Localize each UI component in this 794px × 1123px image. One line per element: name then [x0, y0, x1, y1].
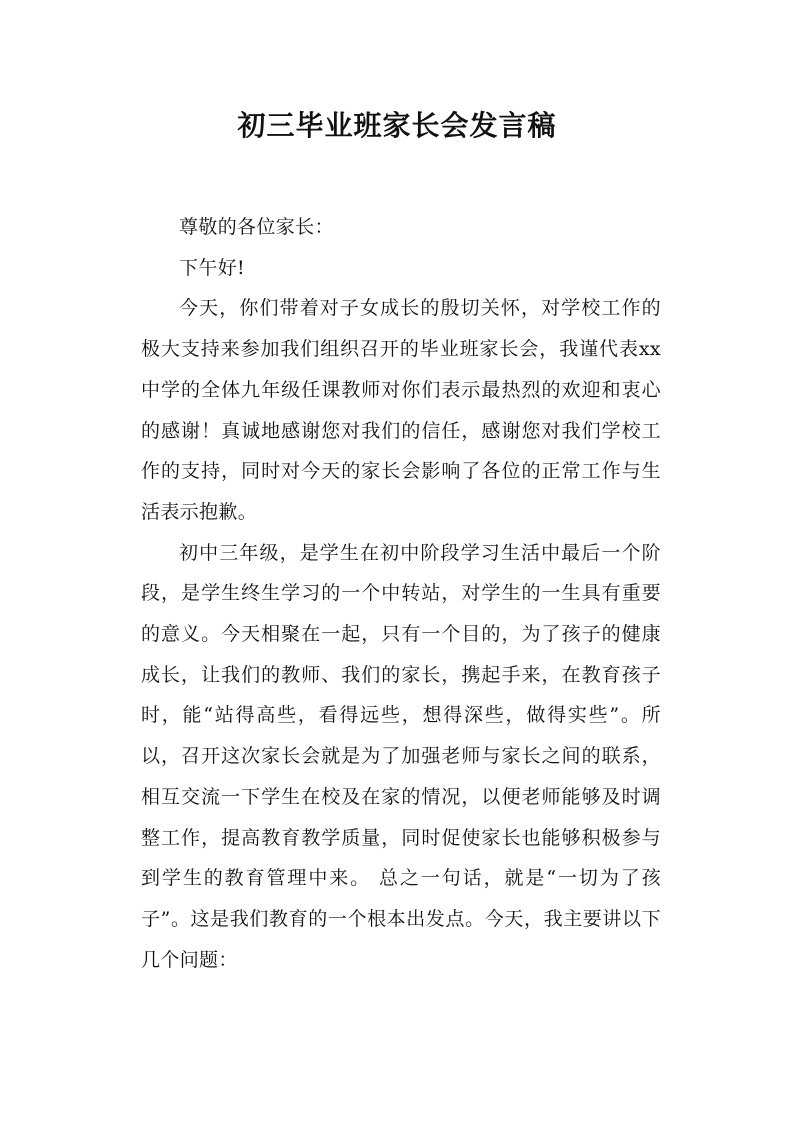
document-title: 初三毕业班家长会发言稿	[237, 109, 557, 142]
paragraph-welcome: 今天，你们带着对子女成长的殷切关怀，对学校工作的极大支持来参加我们组织召开的毕业班家长会，我谨代表xx中学的全体九年级任课教师对你们表示最热烈的欢迎和衷心的感谢！真诚地感谢您对我们的信任，感谢您对我们学校工作的支持，同时对今天的家长会影响了各位的正常工作与生活表示抱歉。	[141, 297, 661, 523]
paragraph-purpose: 初中三年级，是学生在初中阶段学习生活中最后一个阶段，是学生终生学习的一个中转站，对学生的一生具有重要的意义。今天相聚在一起，只有一个目的，为了孩子的健康成长，让我们的教师、我们的家长，携起手来，在教育孩子时，能“站得高些，看得远些，想得深些，做得实些”。所以，召开这次家长会就是为了加强老师与家长之间的联系，相互交流一下学生在校及在家的情况，以便老师能够及时调整工作，提高教育教学质量，同时促使家长也能够积极参与到学生的教育管理中来。 总之一句话，就是“一切为了孩子”。这是我们教育的一个根本出发点。今天，我主要讲以下几个问题：	[141, 541, 661, 971]
greeting-line: 尊敬的各位家长：	[179, 216, 334, 238]
document-body	[141, 207, 661, 980]
salutation-line: 下午好!	[179, 256, 246, 279]
